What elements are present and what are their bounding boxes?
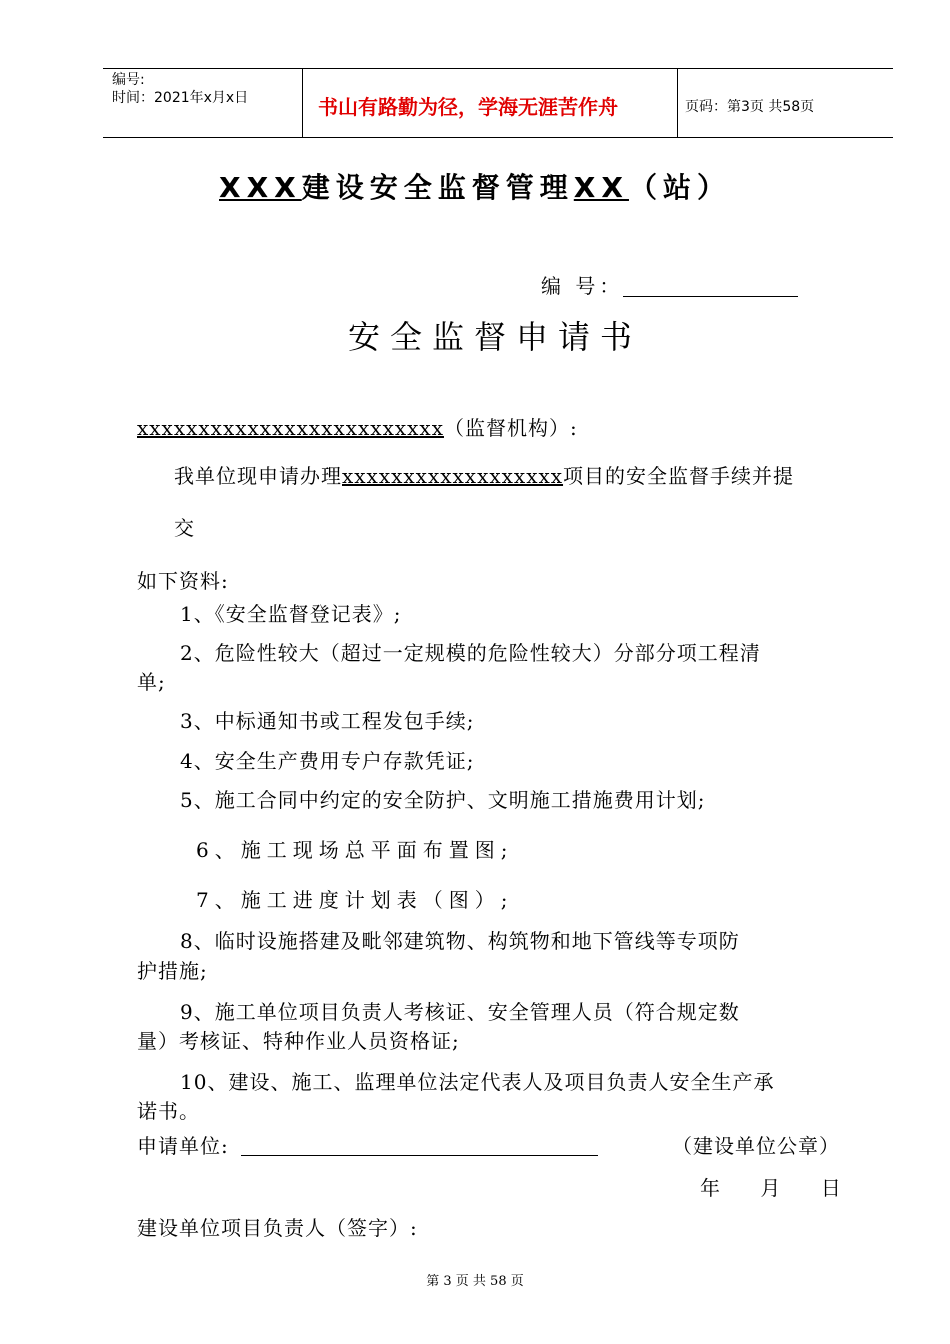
header-number-label: 编号: — [112, 72, 145, 88]
header-motto-cell — [303, 69, 678, 137]
signature-label: 建设单位项目负责人（签字）: — [137, 1216, 418, 1240]
list-item: 4、安全生产费用专户存款凭证; — [180, 749, 475, 773]
list-item: 7、施工进度计划表（图）; — [196, 888, 514, 912]
org-title-middle: 建设安全监督管理 — [301, 171, 574, 204]
addressee-line — [137, 412, 578, 441]
list-item-continuation: 护措施; — [137, 959, 208, 983]
org-title-end: （站） — [628, 171, 731, 204]
intro-project: xxxxxxxxxxxxxxxxxx — [342, 464, 564, 488]
intro-pre: 我单位现申请办理 — [174, 464, 342, 488]
intro-line — [174, 460, 794, 489]
serial-number-row — [541, 270, 798, 299]
list-item: 10、建设、施工、监理单位法定代表人及项目负责人安全生产承 — [180, 1070, 775, 1094]
addressee-rest: （监督机构）: — [443, 416, 578, 440]
list-item-continuation: 量）考核证、特种作业人员资格证; — [137, 1029, 460, 1053]
list-item: 3、中标通知书或工程发包手续; — [180, 709, 475, 733]
header-time-label: 时间：2021年x月x日 — [112, 90, 249, 106]
serial-label: 编 号： — [541, 274, 624, 298]
applicant-blank-line — [241, 1135, 598, 1156]
applicant-row — [137, 1130, 598, 1159]
page-header — [103, 68, 893, 138]
list-item-continuation: 单; — [137, 670, 166, 694]
materials-intro: 如下资料: — [137, 569, 229, 593]
header-motto: 书山有路勤为径，学海无涯苦作舟 — [318, 95, 618, 119]
list-item: 5、施工合同中约定的安全防护、文明施工措施费用计划; — [180, 788, 706, 812]
header-page-code: 页码：第3页 共58页 — [685, 99, 815, 115]
list-item: 9、施工单位项目负责人考核证、安全管理人员（符合规定数 — [180, 1000, 740, 1024]
org-title-prefix: XXX — [219, 171, 302, 204]
date-line: 年 月 日 — [700, 1176, 844, 1200]
org-title-suffix: XX — [573, 171, 629, 204]
seal-note: （建设单位公章） — [672, 1134, 840, 1158]
header-meta-cell — [103, 69, 303, 137]
page-footer: 第 3 页 共 58 页 — [426, 1274, 524, 1289]
addressee-placeholder: xxxxxxxxxxxxxxxxxxxxxxxxx — [137, 416, 444, 440]
list-item: 2、危险性较大（超过一定规模的危险性较大）分部分项工程清 — [180, 641, 761, 665]
applicant-label: 申请单位: — [137, 1134, 229, 1158]
list-item-continuation: 诺书。 — [137, 1099, 200, 1123]
serial-blank-line — [623, 278, 798, 297]
list-item: 1、《安全监督登记表》; — [180, 602, 402, 626]
list-item: 8、临时设施搭建及毗邻建筑物、构筑物和地下管线等专项防 — [180, 929, 740, 953]
list-item: 6、施工现场总平面布置图; — [196, 838, 514, 862]
document-title: 安全监督申请书 — [347, 318, 642, 356]
intro-continuation: 交 — [174, 516, 195, 540]
org-title — [0, 166, 950, 206]
intro-post: 项目的安全监督手续并提 — [563, 464, 795, 488]
